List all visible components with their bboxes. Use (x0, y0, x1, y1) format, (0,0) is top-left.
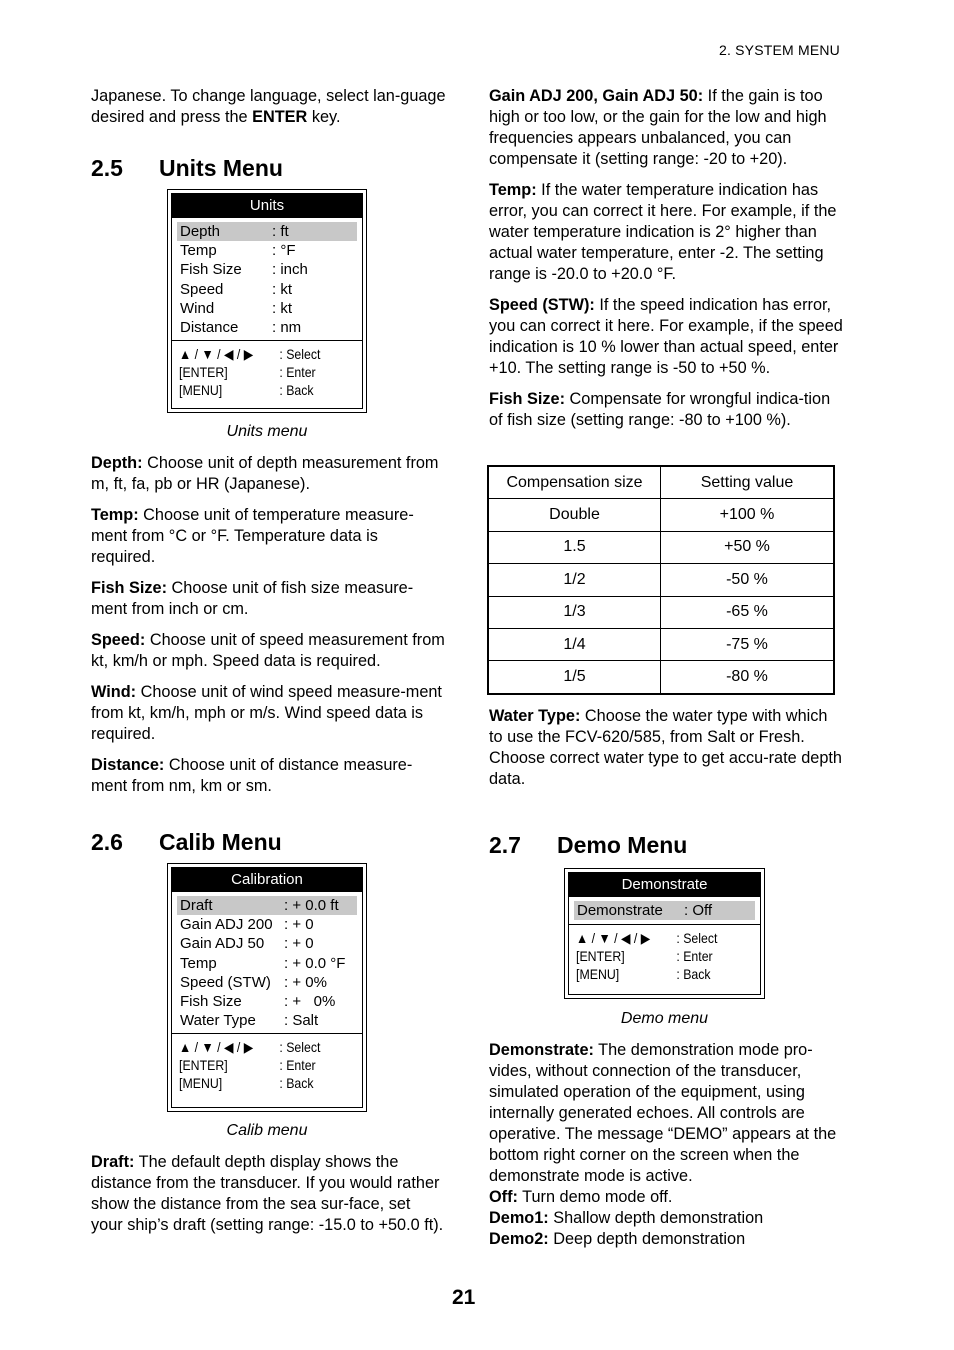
calib-row-draft[interactable]: Draft : + 0.0 ft (177, 896, 357, 915)
arrow-keys-icon: ▲ / ▼ / ◀ / ▶ (576, 930, 651, 947)
demo-menu-box (564, 868, 765, 999)
units-descriptions: Depth: Choose unit of depth measurement from m, ft, fa, pb or HR (Japanese). Temp: Choose unit of temperature measure-ment from °C or °F. Temperature data is required. Fish Size: Choose unit of fish size measure-ment from inch or cm. Speed: Choose unit of speed measurement from kt, km/h or mph. Speed data is required. Wind: Choose unit of wind speed measure-ment from kt, km/h, mph or m/s. Wind speed data is required. Distance: Choose unit of distance measure-ment from nm, km or sm. (91, 454, 445, 795)
calib-caption: Calib menu (226, 1122, 308, 1139)
units-menu-title: Units (172, 194, 362, 218)
running-header: 2. SYSTEM MENU (718, 42, 840, 58)
demo-caption: Demo menu (620, 1010, 709, 1027)
demo-descriptions: Demonstrate: The demonstration mode pro-vides, without connection of the transducer, simulated operation of the equipment, using internally generated echoes. All controls are operative. The message “DEMO” appears at the bottom right corner on the screen when the demonstrate mode is active. Off: Turn demo mode off. Demo1: Shallow depth demonstration Demo2: Deep depth demonstration (489, 1041, 837, 1248)
units-row-depth[interactable]: Depth : ft (177, 222, 357, 241)
page-number: 21 (452, 1286, 476, 1309)
table-header-row: Compensation size Setting value (488, 466, 834, 499)
calib-row-gain-adj-50[interactable]: Gain ADJ 50 : + 0 (180, 935, 314, 953)
units-key-guide: ▲ / ▼ / ◀ / ▶ : Select [ENTER] : Enter [MENU] : Back (179, 346, 321, 399)
arrow-keys-icon: ▲ / ▼ / ◀ / ▶ (179, 1039, 254, 1056)
calib-row-fish-size[interactable]: Fish Size : + 0% (180, 992, 336, 1010)
calib-row-gain-adj-200[interactable]: Gain ADJ 200 : + 0 (180, 916, 314, 934)
calib-menu-box (167, 863, 367, 1112)
intro-paragraph: Japanese. To change language, select lan-guage desired and press the ENTER key. (91, 87, 446, 126)
calib-row-speed-stw[interactable]: Speed (STW) : + 0% (180, 973, 327, 991)
units-row-temp[interactable]: Temp : °F (180, 242, 296, 260)
calib-descriptions: Gain ADJ 200, Gain ADJ 50: If the gain is too high or too low, or the gain for the low and high frequencies appears unbalanced, you can compensate it (setting range: -20 to +20). Temp: If the water temperature indication has error, you can correct it here. For example, if the water temperature indication is 2° higher than actual water temperature, enter -2. The setting range is -20.0 to +20.0 °F. Speed (STW): If the speed indication has error, you can correct it here. For example, if the speed indication is 10 % lower than actual speed, enter +10. The setting range is -50 to +50 %. Fish Size: Compensate for wrongful indica-tion of fish size (setting range: -80 to +100 %). (489, 87, 843, 429)
table-row: 1/4 -75 % (488, 628, 834, 660)
units-menu-box (167, 189, 367, 413)
table-row: Double +100 % (488, 499, 834, 531)
table-row: 1.5 +50 % (488, 531, 834, 563)
units-heading: 2.5 Units Menu (91, 155, 283, 181)
table-row: 1/5 -80 % (488, 661, 834, 694)
demo-heading: 2.7 Demo Menu (489, 832, 688, 858)
arrow-keys-icon: ▲ / ▼ / ◀ / ▶ (179, 346, 254, 363)
draft-description: Draft: The default depth display shows the distance from the transducer. If you would rather show the distance from the sea sur-face, set your ship’s draft (setting range: -15.0 to +50.0 ft). (91, 1153, 444, 1234)
demo-menu-title: Demonstrate (569, 873, 760, 897)
fish-size-compensation-table (487, 465, 835, 695)
units-row-speed[interactable]: Speed : kt (180, 280, 293, 298)
calib-menu-title: Calibration (172, 868, 362, 892)
units-row-distance[interactable]: Distance : nm (180, 318, 302, 336)
table-row: 1/2 -50 % (488, 564, 834, 596)
units-row-fish-size[interactable]: Fish Size : inch (180, 261, 308, 279)
calib-row-temp[interactable]: Temp : + 0.0 °F (180, 954, 346, 972)
water-type-description: Water Type: Choose the water type with which to use the FCV-620/585, from Salt or Fresh. Choose correct water type to get accu-rate depth data. (489, 707, 842, 788)
demo-row-demonstrate[interactable]: Demonstrate : Off (574, 901, 755, 920)
demo-key-guide: ▲ / ▼ / ◀ / ▶ : Select [ENTER] : Enter [MENU] : Back (576, 930, 718, 983)
units-row-wind[interactable]: Wind : kt (180, 299, 293, 317)
table-row: 1/3 -65 % (488, 596, 834, 628)
calib-key-guide: ▲ / ▼ / ◀ / ▶ : Select [ENTER] : Enter [MENU] : Back (179, 1039, 321, 1092)
calib-row-water-type[interactable]: Water Type : Salt (180, 1012, 319, 1030)
units-caption: Units menu (226, 423, 308, 440)
calib-heading: 2.6 Calib Menu (91, 829, 282, 855)
